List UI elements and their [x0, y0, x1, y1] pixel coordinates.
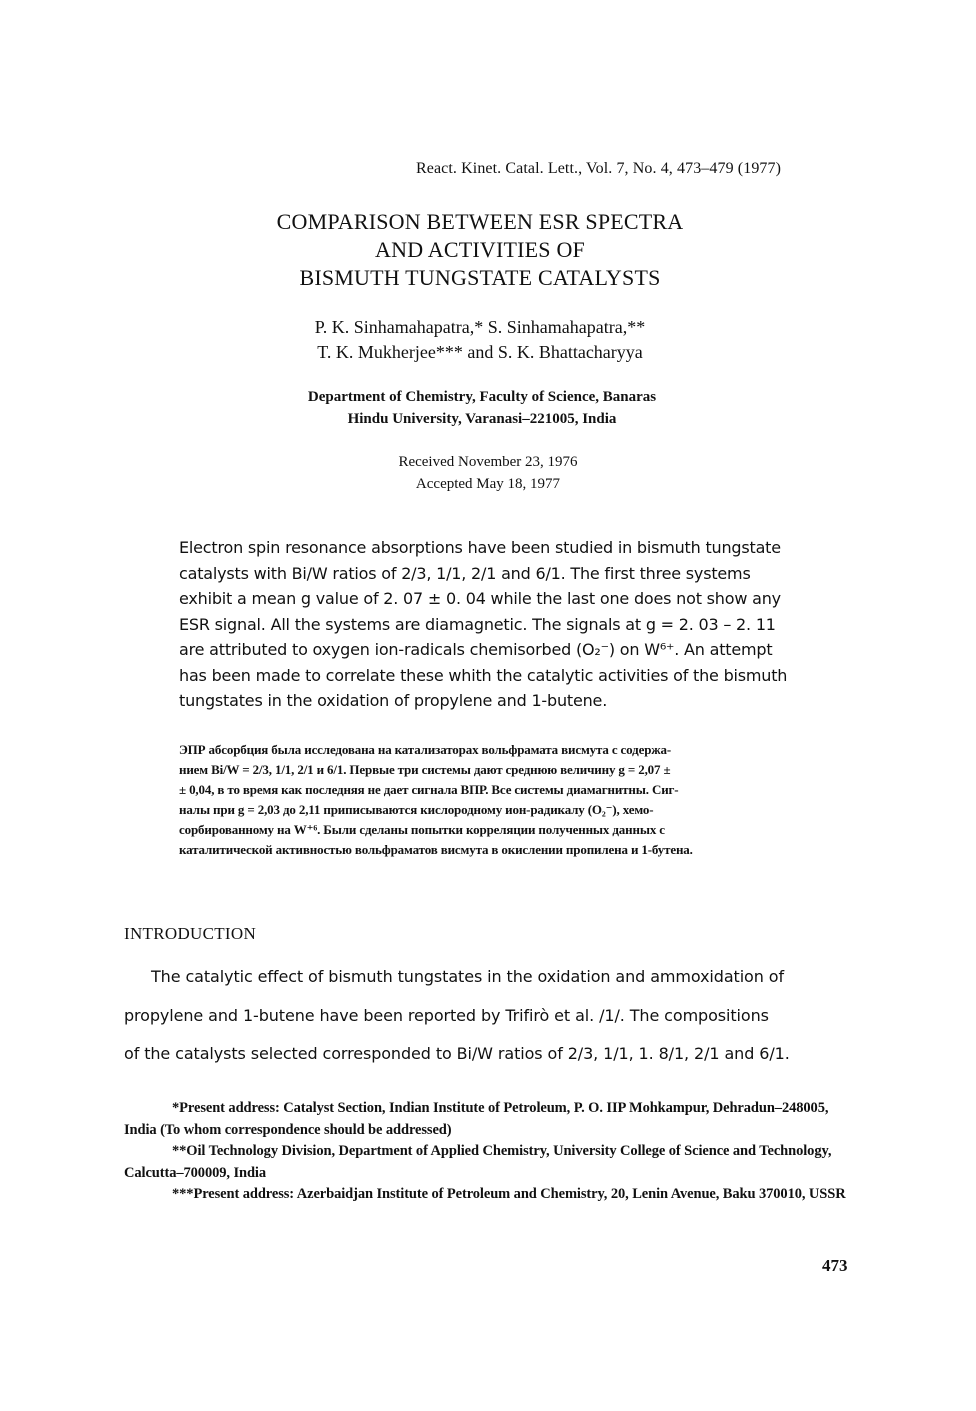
received-date: Received November 23, 1976: [398, 454, 578, 470]
abstract-russian: [179, 740, 879, 860]
abstract-ru-line: нием Bi/W = 2/3, 1/1, 2/1 и 6/1. Первые три системы дают среднюю величину g = 2,07 ±: [179, 762, 671, 777]
affiliation: [0, 386, 964, 430]
author-line: T. K. Mukherjee*** and S. K. Bhattacharyya: [317, 342, 643, 362]
introduction-paragraph: [124, 958, 864, 1074]
abstract-line: ESR signal. All the systems are diamagnetic. The signals at g = 2. 03 – 2. 11: [179, 614, 776, 634]
title-line: BISMUTH TUNGSTATE CATALYSTS: [299, 265, 661, 290]
intro-line: of the catalysts selected corresponded to Bi/W ratios of 2/3, 1/1, 1. 8/1, 2/1 and 6/1.: [124, 1044, 790, 1063]
abstract-line: Electron spin resonance absorptions have been studied in bismuth tungstate: [179, 538, 781, 557]
intro-line: propylene and 1-butene have been reported by Trifirò et al. /1/. The compositions: [124, 1005, 769, 1025]
abstract-english: [179, 535, 869, 714]
page-number: 473: [822, 1256, 848, 1275]
title-line: AND ACTIVITIES OF: [375, 237, 585, 262]
footnote-2: **Oil Technology Division, Department of Applied Chemistry, University College of Science and Technology, Calcutta–700009, India: [124, 1143, 832, 1181]
footnote-1: *Present address: Catalyst Section, Indian Institute of Petroleum, P. O. IIP Mohkampur, Dehradun–248005, India (To whom correspondence should be addressed): [124, 1100, 829, 1138]
journal-reference: React. Kinet. Catal. Lett., Vol. 7, No. 4, 473–479 (1977): [416, 160, 782, 177]
abstract-ru-line: ЭПР абсорбция была исследована на катализаторах вольфрамата висмута с содержа-: [179, 742, 672, 757]
author-line: P. K. Sinhamahapatra,* S. Sinhamahapatra,**: [314, 317, 646, 337]
abstract-line: tungstates in the oxidation of propylene and 1-butene.: [179, 691, 608, 710]
affiliation-line: Hindu University, Varanasi–221005, India: [347, 411, 617, 427]
abstract-ru-line: ± 0,04, в то время как последняя не дает сигнала ВПР. Все системы диамагнитны. Сиг-: [179, 782, 679, 797]
abstract-ru-line: налы при g = 2,03 до 2,11 приписываются кислородному ион-радикалу (O₂⁻), хемо-: [179, 802, 654, 817]
accepted-date: Accepted May 18, 1977: [415, 476, 561, 492]
abstract-line: are attributed to oxygen ion-radicals chemisorbed (O₂⁻) on W⁶⁺. An attempt: [179, 640, 773, 659]
abstract-line: exhibit a mean g value of 2. 07 ± 0. 04 while the last one does not show any: [179, 589, 781, 608]
footnotes: [124, 1098, 859, 1206]
author-list: [0, 315, 960, 365]
intro-line: The catalytic effect of bismuth tungstates in the oxidation and ammoxidation of: [151, 967, 784, 986]
abstract-ru-line: сорбированному на W⁺⁶. Были сделаны попытки корреляции полученных данных с: [179, 822, 665, 837]
paper-title: [0, 208, 960, 292]
abstract-line: catalysts with Bi/W ratios of 2/3, 1/1, 2/1 and 6/1. The first three systems: [179, 563, 751, 583]
abstract-line: has been made to correlate these whith the catalytic activities of the bismuth: [179, 665, 788, 685]
title-line: COMPARISON BETWEEN ESR SPECTRA: [276, 209, 684, 234]
footnote-3: ***Present address: Azerbaidjan Institute of Petroleum and Chemistry, 20, Lenin Avenue, Baku 370010, USSR: [172, 1186, 846, 1202]
submission-dates: [0, 451, 976, 495]
abstract-ru-line: каталитической активностью вольфраматов висмута в окислении пропилена и 1-бутена.: [179, 842, 693, 857]
affiliation-line: Department of Chemistry, Faculty of Science, Banaras: [307, 389, 657, 405]
section-heading-introduction: INTRODUCTION: [124, 924, 257, 943]
